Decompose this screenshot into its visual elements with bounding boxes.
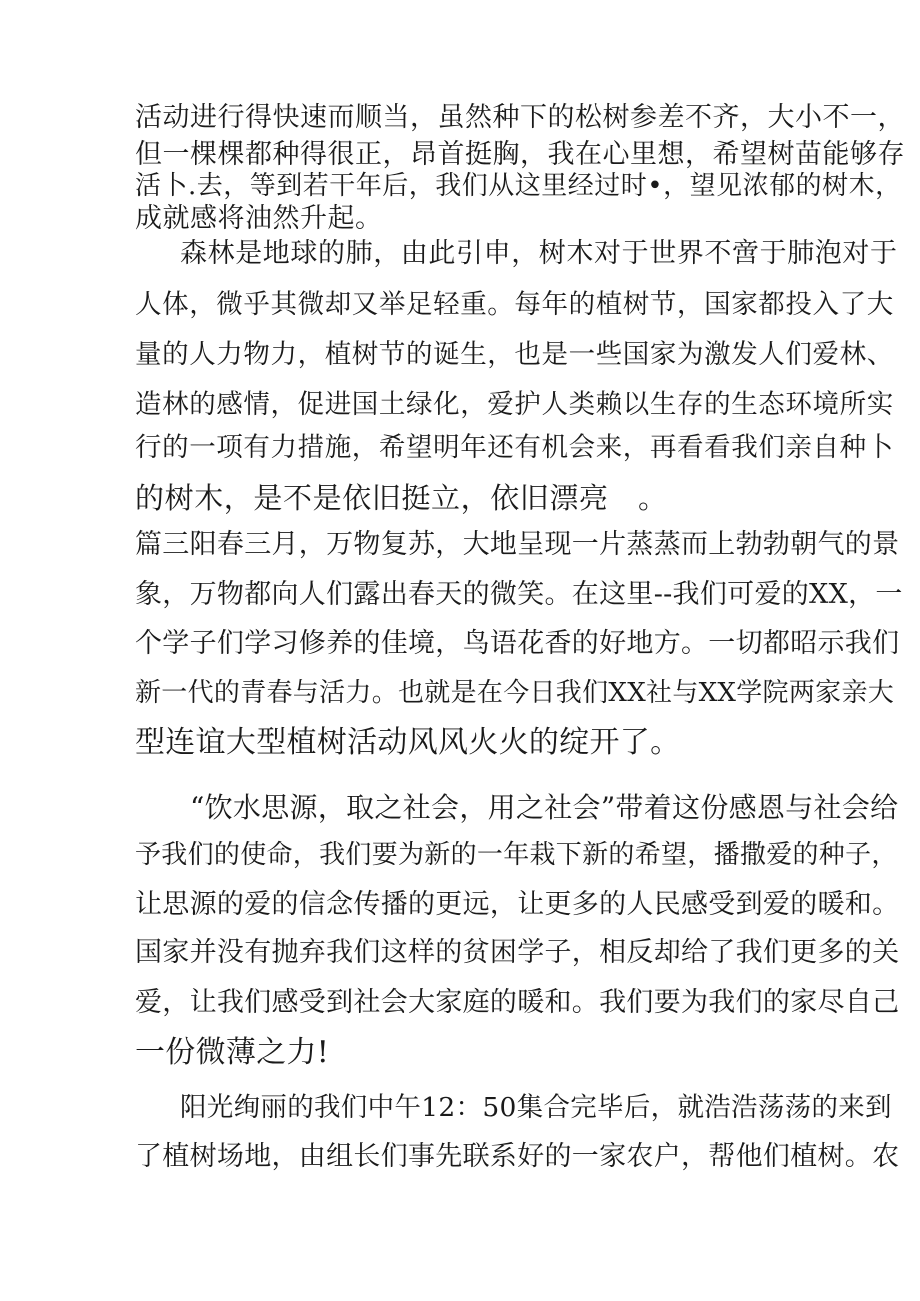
text-line: 活动进行得快速而顺当，虽然种下的松树参差不齐，大小不一， [135,102,905,133]
text-line: 成就感将油然升起。 [135,203,383,234]
text-line: 让思源的爱的信念传播的更远，让更多的人民感受到爱的暖和。 [135,889,900,920]
text-line: 爱，让我们感受到社会大家庭的暖和。我们要为我们的家尽自己 [135,987,900,1018]
text-line: 阳光绚丽的我们中午12：50集合完毕后，就浩浩荡荡的来到 [180,1092,892,1123]
text-line: 量的人力物力，植树节的诞生，也是一些国家为激发人们爱林、 [135,339,894,370]
text-line: 人体，微乎其微却又举足轻重。每年的植树节，国家都投入了大 [135,289,894,320]
text-line: 篇三阳春三月，万物复苏，大地呈现一片蒸蒸而上勃勃朝气的景 [135,529,900,560]
text-line: 国家并没有抛弃我们这样的贫困学子，相反却给了我们更多的关 [135,937,900,968]
text-line: 个学子们学习修养的佳境，鸟语花香的好地方。一切都昭示我们 [135,628,900,659]
text-line: 但一棵棵都种得很正，昂首挺胸，我在心里想，希望树苗能够存 [135,139,905,170]
text-line: 了植树场地，由组长们事先联系好的一家农户，帮他们植树。农 [135,1141,900,1172]
text-line: 森林是地球的肺，由此引申，树木对于世界不啻于肺泡对于 [180,238,898,269]
text-line: 活卜.去，等到若干年后，我们从这里经过时•，望见浓郁的树木， [135,171,902,201]
text-line: 象，万物都向人们露出春天的微笑。在这里--我们可爱的XX，一 [135,579,903,610]
text-line: 行的一项有力措施，希望明年还有机会来，再看看我们亲自种卜 [135,432,894,463]
text-line: 一份微薄之力! [135,1035,330,1070]
text-line: 新一代的青春与活力。也就是在今日我们XX社与XX学院两家亲大 [135,678,895,708]
text-line: 型连谊大型植树活动风风火火的绽开了。 [135,725,681,760]
text-line: “饮水思源，取之社会，用之社会”带着这份感恩与社会给 [190,791,899,824]
text-line: 的树木，是不是依旧挺立，依旧漂亮 。 [135,481,668,515]
text-line: 造林的感情，促进国土绿化，爱护人类赖以生存的生态环境所实 [135,389,894,420]
text-line: 予我们的使命，我们要为新的一年栽下新的希望，播撒爱的种子， [135,840,898,870]
